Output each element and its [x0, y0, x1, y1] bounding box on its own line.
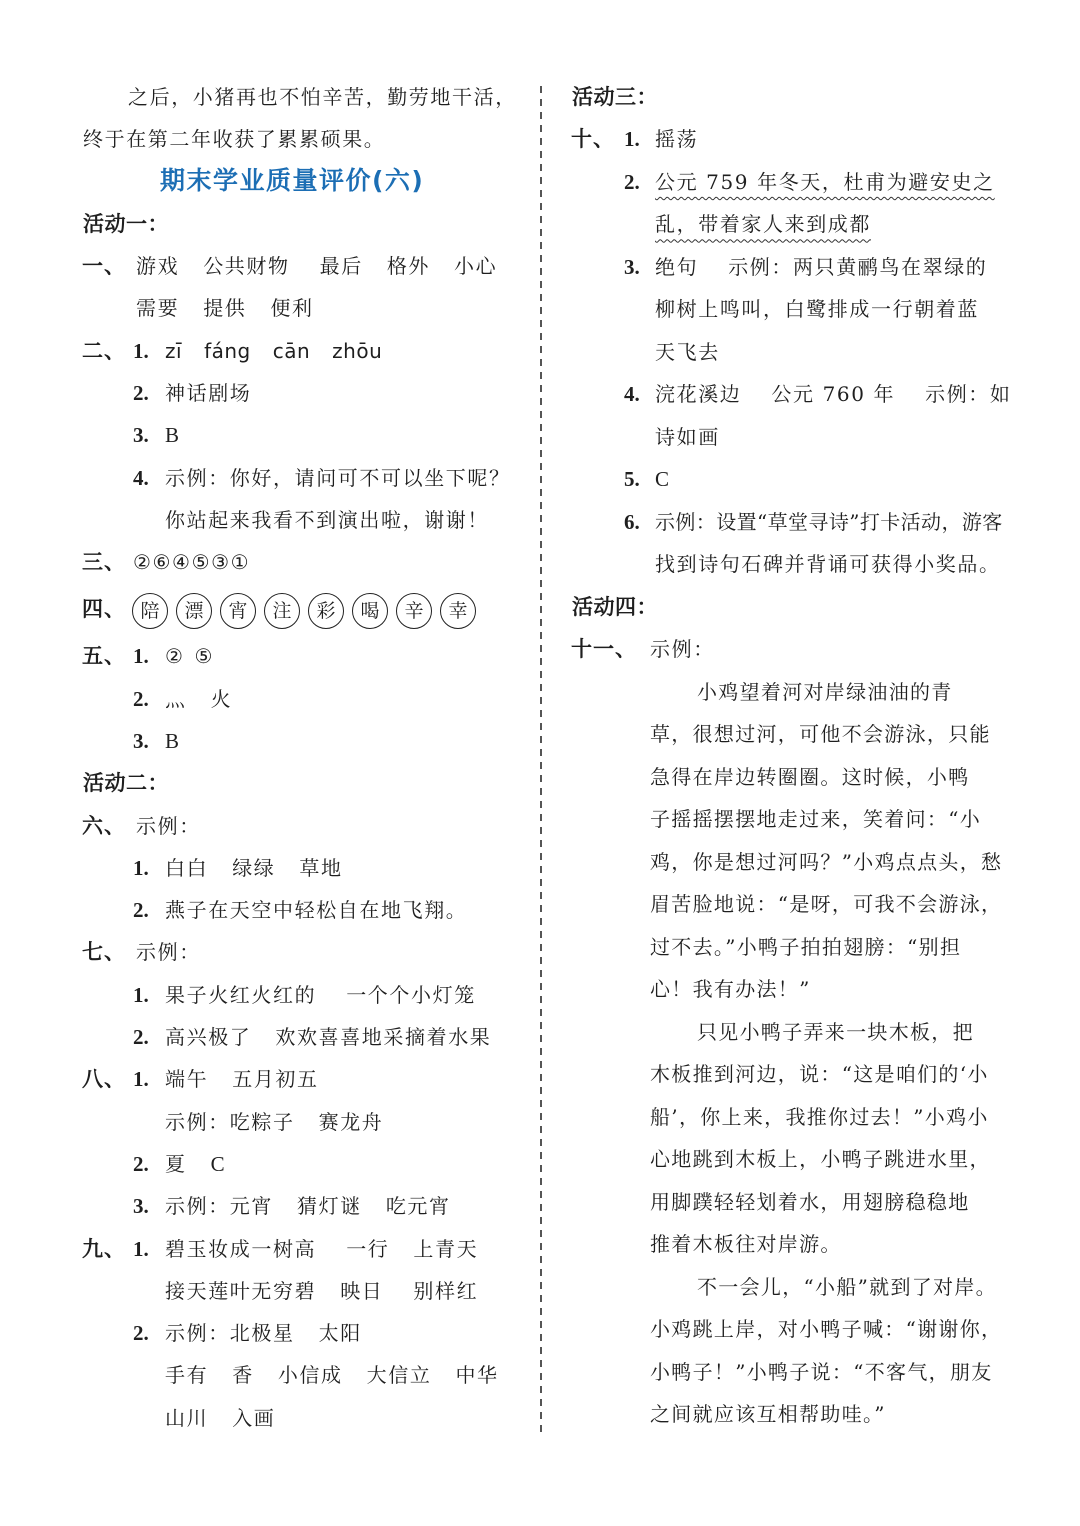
item-number: 2.: [133, 898, 149, 923]
item-number: 1.: [133, 855, 149, 880]
item-number: 1.: [133, 644, 149, 669]
item-number: 1.: [624, 127, 640, 152]
answer-word: 小信成: [277, 1363, 343, 1388]
answer-row: [571, 288, 1011, 331]
answer-row: [82, 678, 532, 720]
example-label: 示例：: [136, 813, 201, 838]
answer-row: [82, 372, 532, 414]
answer-word: 一行: [346, 1236, 390, 1261]
pinyin-word: zhōu: [332, 338, 383, 363]
story-row: [571, 1053, 1011, 1096]
answer-word: 游戏: [136, 254, 180, 279]
answer-row: [82, 245, 532, 287]
circled-character: 陪: [132, 593, 168, 629]
answer-word: 白白: [165, 855, 209, 880]
answer-words: [165, 1143, 226, 1185]
story-line: 用脚蹼轻轻划着水，用翅膀稳稳地: [650, 1189, 970, 1214]
story-row: [571, 1011, 1011, 1054]
item-number: 2.: [624, 169, 640, 194]
answer-word: 火: [210, 686, 233, 711]
answer-row: [82, 541, 532, 583]
activity-heading-line: [82, 762, 532, 804]
answer-row: [571, 331, 1011, 374]
answer-row: [82, 1354, 532, 1396]
answer-word: ②: [165, 644, 185, 669]
answer-words: [136, 245, 497, 287]
story-row: [571, 671, 1011, 714]
answer-row: [82, 1143, 532, 1185]
story-row: [571, 926, 1011, 969]
answer-words: [655, 373, 1012, 416]
story-line: 过不去。”小鸭子拍拍翅膀：“别担: [650, 934, 962, 959]
story-row: [571, 1351, 1011, 1394]
answer-word: 欢欢喜喜地采摘着水果: [275, 1025, 492, 1050]
answer-row: [571, 373, 1011, 416]
question-marker: 三、: [82, 549, 126, 575]
answer-words: [165, 1397, 275, 1439]
answer-text: B: [165, 729, 181, 753]
answer-row: [571, 118, 1011, 161]
circled-character: 彩: [308, 593, 344, 629]
story-row: [571, 798, 1011, 841]
story-row: [571, 756, 1011, 799]
story-line: 心！我有办法！”: [650, 977, 811, 1002]
answer-row: [571, 246, 1011, 289]
activity-heading-line: [571, 76, 1011, 119]
answer-row: [82, 1185, 532, 1227]
answer-row: [82, 1312, 532, 1354]
answer-row: [571, 161, 1011, 204]
circled-character: 幸: [440, 593, 476, 629]
answer-word: 五月初五: [232, 1067, 319, 1092]
answer-word: 绿绿: [232, 855, 276, 880]
column-divider: [540, 86, 542, 1432]
example-label: 示例：: [650, 637, 715, 662]
circled-character: 宵: [220, 593, 256, 629]
answer-word: 浣花溪边: [655, 382, 742, 407]
story-row: [571, 968, 1011, 1011]
item-number: 6.: [624, 509, 640, 534]
answer-word: 上青天: [413, 1236, 479, 1261]
answer-row: [82, 583, 532, 635]
pinyin-answers: [165, 330, 382, 372]
circled-answers: [132, 583, 484, 635]
answer-word: 最后: [319, 254, 363, 279]
answer-row: [82, 889, 532, 931]
story-line: 心地跳到木板上，小鸭子跳进水里，: [650, 1147, 991, 1172]
story-line: 小鸭子！”小鸭子说：“不客气，朋友: [650, 1359, 993, 1384]
answer-text: 天飞去: [655, 339, 720, 364]
story-row: [571, 1096, 1011, 1139]
story-line: 之间就应该互相帮助哇。”: [650, 1402, 886, 1427]
answer-word: 中华: [455, 1363, 499, 1388]
intro-text: 终于在第二年收获了累累硕果。: [83, 127, 386, 152]
answer-word: 示例：北极星: [165, 1321, 295, 1346]
item-number: 5.: [624, 467, 640, 492]
pinyin-word: zī: [165, 338, 183, 363]
answer-row: [82, 635, 532, 677]
answer-row: [82, 720, 532, 762]
item-number: 1.: [133, 338, 149, 363]
story-line: 只见小鸭子弄来一块木板，把: [697, 1019, 974, 1044]
question-marker: 二、: [82, 337, 126, 363]
answer-word: 猜灯谜: [297, 1194, 362, 1219]
activity-heading: 活动二：: [83, 771, 169, 796]
answer-word: 端午: [165, 1067, 209, 1092]
activity-heading: 活动三：: [572, 84, 658, 109]
answer-words: [165, 974, 476, 1016]
question-marker: 六、: [82, 812, 126, 838]
title-line: [82, 160, 532, 202]
answer-row: [571, 501, 1011, 544]
answer-row: [82, 1397, 532, 1439]
activity-heading-line: [82, 203, 532, 245]
item-number: 2.: [133, 1025, 149, 1050]
question-marker: 五、: [82, 643, 126, 669]
answer-word: 夏: [165, 1151, 187, 1176]
answer-word: 映日: [340, 1278, 384, 1303]
answer-text: B: [165, 423, 181, 448]
story-line: 木板推到河边，说：“这是咱们的‘小: [650, 1062, 989, 1087]
answer-word: 高兴极了: [165, 1025, 252, 1050]
question-marker: 一、: [82, 253, 126, 279]
story-row: [571, 1266, 1011, 1309]
answer-row: [571, 203, 1011, 246]
underlined-answer: 乱，带着家人来到成都: [655, 212, 871, 237]
item-number: 1.: [133, 982, 149, 1007]
intro-text: 之后，小猪再也不怕辛苦，勤劳地干活，: [128, 84, 517, 109]
story-line: 鸡，你是想过河吗？”小鸡点点头，愁: [650, 849, 1003, 874]
story-row: [571, 841, 1011, 884]
story-row: [571, 1181, 1011, 1224]
answer-text: 你站起来我看不到演出啦，谢谢！: [165, 507, 489, 532]
item-number: 3.: [133, 423, 149, 448]
story-row: [571, 1138, 1011, 1181]
answer-word: 别样红: [413, 1278, 479, 1303]
answer-row: [82, 1016, 532, 1058]
answer-row: [571, 416, 1011, 459]
answer-word: 手有: [165, 1363, 209, 1388]
answer-words: [165, 1185, 451, 1227]
item-number: 3.: [624, 254, 640, 279]
answer-row: [82, 847, 532, 889]
answer-row: [82, 1058, 532, 1100]
story-line: 船’，你上来，我推你过去！”小鸡小: [650, 1104, 989, 1129]
answer-word: 赛龙舟: [318, 1109, 384, 1134]
answer-word: 入画: [232, 1405, 276, 1430]
item-number: 2.: [133, 1151, 149, 1176]
answer-row: [82, 1228, 532, 1270]
answer-row: [571, 543, 1011, 586]
story-row: [571, 1393, 1011, 1436]
answer-row: [82, 1101, 532, 1143]
question-marker: 八、: [82, 1066, 126, 1092]
answer-words: [165, 678, 232, 720]
item-number: 2.: [133, 686, 149, 711]
answer-word: 需要: [136, 296, 180, 321]
question-marker: 四、: [82, 596, 126, 622]
answer-word: 小心: [454, 254, 498, 279]
circled-character: 喝: [352, 593, 388, 629]
answer-row: [82, 287, 532, 329]
answer-words: [165, 1228, 478, 1270]
answer-text: 示例：你好，请问可不可以坐下呢？: [165, 465, 511, 490]
story-line: 小鸡跳上岸，对小鸭子喊：“谢谢你，: [650, 1317, 1003, 1342]
answer-row: [82, 974, 532, 1016]
page-title: 期末学业质量评价(六): [160, 166, 425, 196]
answer-word: 灬: [165, 686, 187, 711]
story-line: 子摇摇摆摆地走过来，笑着问：“小: [650, 807, 982, 832]
answer-text: 神话剧场: [165, 380, 252, 405]
answer-word: 吃元宵: [385, 1194, 451, 1219]
story-row: [571, 883, 1011, 926]
answer-row: [82, 414, 532, 456]
answer-word: 大信立: [366, 1363, 432, 1388]
intro-line: [82, 118, 532, 160]
answer-word: 一个个小灯笼: [346, 982, 476, 1007]
answer-words: [165, 1058, 319, 1100]
answer-word: 示例：如: [925, 382, 1012, 407]
story-line: 推着木板往对岸游。: [650, 1232, 842, 1257]
answer-text: 示例：两只黄鹂鸟在翠绿的: [728, 254, 988, 279]
answer-row: [82, 457, 532, 499]
story-row: [571, 713, 1011, 756]
item-number: 4.: [624, 382, 640, 407]
underlined-answer: 公元 759 年冬天，杜甫为避安史之: [655, 169, 995, 194]
question-marker: 十、: [571, 126, 615, 152]
item-number: 3.: [133, 1194, 149, 1219]
answer-word: 山川: [165, 1405, 209, 1430]
answer-words: [165, 1354, 499, 1396]
answer-words: [165, 1101, 383, 1143]
item-number: 2.: [133, 380, 149, 405]
answer-row: [82, 330, 532, 372]
answer-row: [82, 499, 532, 541]
item-number: 1.: [133, 1236, 149, 1261]
question-marker: 十一、: [571, 636, 637, 662]
pinyin-word: fáng: [204, 338, 251, 363]
answer-word: 太阳: [318, 1321, 362, 1346]
answer-text: 柳树上鸣叫，白鹭排成一行朝着蓝: [655, 297, 979, 322]
item-number: 3.: [133, 729, 149, 753]
answer-word: 便利: [270, 296, 314, 321]
answer-row: [82, 931, 532, 973]
answer-word: ⑤: [194, 644, 215, 669]
right-column: [571, 76, 1011, 1436]
answer-words: [136, 287, 314, 329]
story-line: 不一会儿，“小船”就到了对岸。: [697, 1274, 997, 1299]
answer-word: 果子火红火红的: [165, 982, 317, 1007]
answer-word: C: [210, 1151, 227, 1176]
answer-word: 格外: [386, 254, 431, 279]
story-line: 小鸡望着河对岸绿油油的青: [697, 679, 953, 704]
answer-row: [82, 1270, 532, 1312]
answer-word: 绝句: [655, 254, 699, 279]
answer-word: 示例：元宵: [165, 1194, 273, 1219]
answer-text: 燕子在天空中轻松自在地飞翔。: [165, 898, 468, 923]
story-line: 急得在岸边转圈圈。这时候，小鸭: [650, 764, 970, 789]
question-marker: 九、: [82, 1235, 126, 1261]
question-marker: 七、: [82, 939, 126, 965]
answer-word: 提供: [203, 296, 247, 321]
answer-words: [165, 1270, 478, 1312]
item-number: 1.: [133, 1067, 149, 1092]
story-line: 眉苦脸地说：“是呀，可我不会游泳，: [650, 892, 1003, 917]
activity-heading: 活动一：: [83, 211, 169, 236]
story-row: [571, 1223, 1011, 1266]
intro-line: [82, 76, 532, 118]
circled-character: 漂: [176, 593, 212, 629]
answer-word: 示例：吃粽子: [165, 1109, 295, 1134]
answer-words: [655, 246, 987, 289]
answer-word: 草地: [299, 855, 343, 880]
answer-words: [165, 847, 343, 889]
answer-row: [571, 628, 1011, 671]
story-row: [571, 1308, 1011, 1351]
answer-text: 找到诗句石碑并背诵可获得小奖品。: [655, 552, 1001, 577]
answer-word: 碧玉妆成一树高: [165, 1236, 317, 1261]
answer-words: [165, 1016, 491, 1058]
answer-text: C: [655, 467, 671, 492]
answer-text: 摇荡: [655, 127, 699, 152]
answer-word: 公共财物: [203, 254, 290, 279]
item-number: 2.: [133, 1321, 149, 1346]
answer-words: [165, 635, 214, 677]
circled-character: 注: [264, 593, 300, 629]
answer-row: [571, 458, 1011, 501]
story-line: 草，很想过河，可他不会游泳，只能: [650, 722, 991, 747]
answer-text: ②⑥④⑤③①: [133, 550, 251, 575]
answer-word: 公元 760 年: [771, 382, 896, 407]
left-column: [82, 76, 532, 1439]
circled-character: 辛: [396, 593, 432, 629]
answer-words: [165, 1312, 362, 1354]
answer-word: 接天莲叶无穷碧: [165, 1278, 317, 1303]
answer-word: 香: [232, 1363, 254, 1388]
pinyin-word: cān: [272, 338, 311, 363]
answer-row: [82, 805, 532, 847]
example-label: 示例：: [136, 940, 201, 965]
activity-heading-line: [571, 586, 1011, 629]
item-number: 4.: [133, 465, 149, 490]
answer-text: 诗如画: [655, 424, 720, 449]
activity-heading: 活动四：: [572, 594, 658, 619]
answer-text: 示例：设置“草堂寻诗”打卡活动，游客: [655, 509, 1003, 534]
